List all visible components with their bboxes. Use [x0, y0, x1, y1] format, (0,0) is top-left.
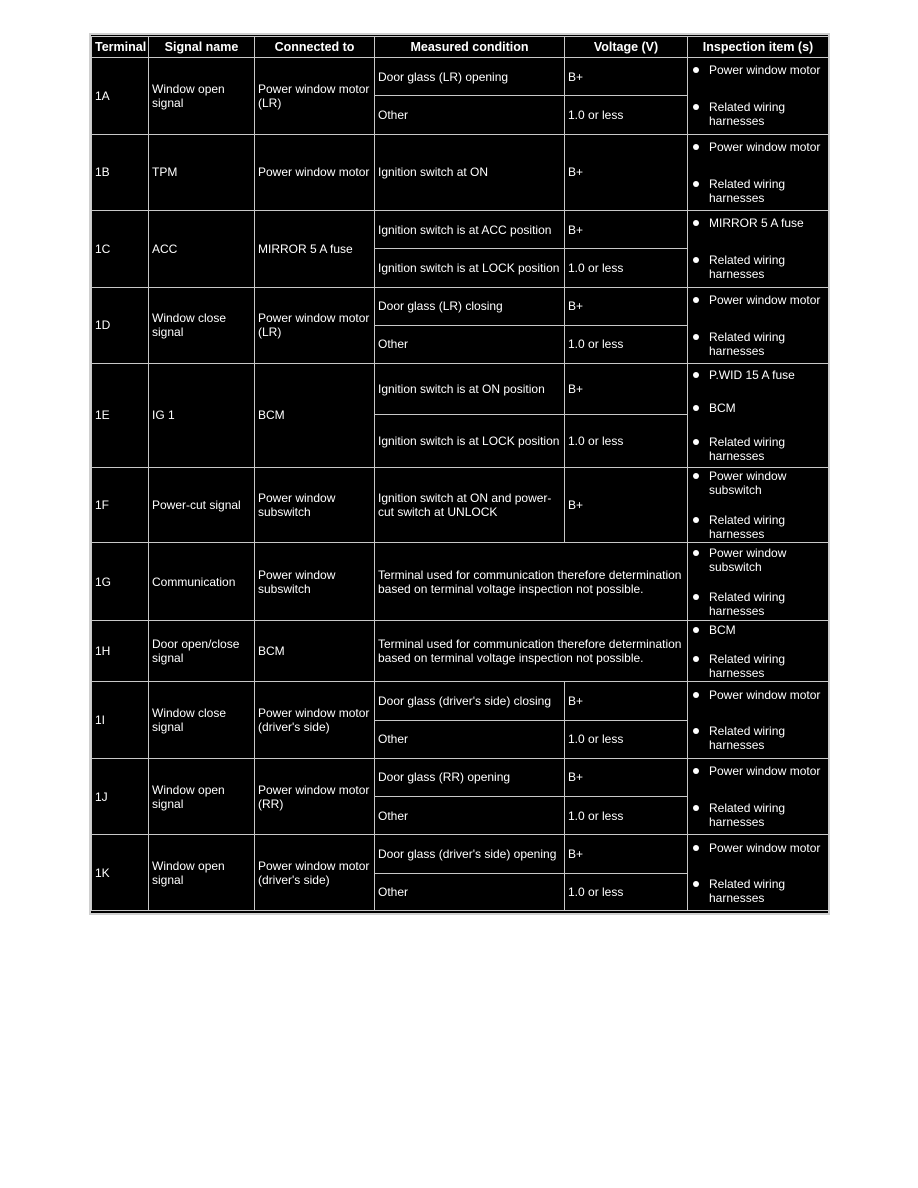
inspection-item-list: [691, 135, 825, 211]
bullet-icon: [693, 439, 699, 445]
connected-to-cell: Power window motor (RR): [255, 758, 375, 835]
inspection-item-label: Power window subswitch: [709, 469, 787, 498]
measured-condition-cell: Door glass (RR) opening: [375, 758, 565, 796]
connected-to-cell: Power window subswitch: [255, 543, 375, 621]
measured-condition-cell: Ignition switch is at ON position: [375, 364, 565, 415]
inspection-item-list: [691, 543, 825, 620]
voltage-cell: 1.0 or less: [565, 249, 688, 287]
bullet-icon: [693, 220, 699, 226]
inspection-item-label: Related wiring harnesses: [709, 512, 786, 541]
inspection-item-list: [691, 288, 825, 364]
measured-condition-cell: Ignition switch at ON: [375, 134, 565, 211]
voltage-cell: B+: [565, 758, 688, 796]
header-measured-condition: Measured condition: [375, 37, 565, 58]
bullet-icon: [693, 405, 699, 411]
inspection-item: [691, 216, 825, 230]
inspection-item-list: [691, 364, 825, 467]
inspection-item-label: Related wiring harnesses: [709, 329, 786, 358]
inspection-item-label: Related wiring harnesses: [709, 801, 786, 829]
inspection-item: [691, 469, 825, 497]
table-row: [92, 835, 829, 873]
bullet-icon: [693, 845, 699, 851]
inspection-item-label: Related wiring harnesses: [709, 651, 786, 680]
bullet-icon: [693, 805, 699, 811]
table-row: [92, 758, 829, 796]
inspection-item-label: Power window subswitch: [709, 545, 787, 574]
inspection-item-label: Related wiring harnesses: [709, 253, 786, 282]
connected-to-cell: Power window motor (driver's side): [255, 835, 375, 911]
inspection-item-label: BCM: [709, 622, 736, 637]
table-row: [92, 287, 829, 325]
terminal-cell: 1D: [92, 287, 149, 364]
signal-name-cell: IG 1: [149, 364, 255, 468]
signal-name-cell: Communication: [149, 543, 255, 621]
inspection-item-label: P.WID 15 A fuse: [709, 367, 795, 382]
inspection-items-cell: [688, 134, 829, 211]
terminal-cell: 1I: [92, 682, 149, 759]
inspection-item-list: [691, 58, 825, 134]
inspection-item: [691, 724, 825, 752]
bullet-icon: [693, 372, 699, 378]
connected-to-cell: BCM: [255, 364, 375, 468]
inspection-item: [691, 688, 825, 702]
bullet-icon: [693, 656, 699, 662]
inspection-item: [691, 63, 825, 77]
terminal-cell: 1A: [92, 58, 149, 135]
terminal-cell: 1C: [92, 211, 149, 288]
inspection-items-cell: [688, 835, 829, 911]
inspection-items-cell: [688, 211, 829, 288]
signal-name-cell: ACC: [149, 211, 255, 288]
inspection-item-label: Related wiring harnesses: [709, 876, 786, 905]
inspection-item-label: Related wiring harnesses: [709, 589, 786, 618]
inspection-item-label: Related wiring harnesses: [709, 176, 786, 205]
signal-name-cell: Door open/close signal: [149, 620, 255, 681]
bullet-icon: [693, 594, 699, 600]
inspection-item: [691, 435, 825, 463]
inspection-item-label: Power window motor: [709, 687, 821, 702]
terminal-cell: 1G: [92, 543, 149, 621]
inspection-item-list: [691, 682, 825, 758]
connected-to-cell: MIRROR 5 A fuse: [255, 211, 375, 288]
signal-name-cell: Power-cut signal: [149, 467, 255, 543]
voltage-cell: 1.0 or less: [565, 415, 688, 467]
inspection-item: [691, 513, 825, 541]
table-row: [92, 58, 829, 96]
bullet-icon: [693, 728, 699, 734]
header-signal-name: Signal name: [149, 37, 255, 58]
inspection-items-cell: [688, 58, 829, 135]
bullet-icon: [693, 473, 699, 479]
inspection-items-cell: [688, 758, 829, 835]
voltage-cell: B+: [565, 682, 688, 720]
table-row: [92, 543, 829, 621]
header-voltage: Voltage (V): [565, 37, 688, 58]
voltage-cell: B+: [565, 134, 688, 211]
inspection-item-label: Power window motor: [709, 764, 821, 779]
voltage-cell: B+: [565, 211, 688, 249]
inspection-item: [691, 590, 825, 618]
inspection-items-cell: [688, 682, 829, 759]
inspection-item-label: Power window motor: [709, 63, 821, 78]
inspection-item-label: Related wiring harnesses: [709, 100, 786, 129]
table-row: [92, 364, 829, 415]
measured-condition-cell: Door glass (LR) closing: [375, 287, 565, 325]
table-row: [92, 211, 829, 249]
inspection-items-cell: [688, 543, 829, 621]
bullet-icon: [693, 692, 699, 698]
table-row: [92, 682, 829, 720]
inspection-item-label: Power window motor: [709, 292, 821, 307]
inspection-item: [691, 623, 825, 637]
header-inspection-items: Inspection item (s): [688, 37, 829, 58]
voltage-cell: B+: [565, 287, 688, 325]
connected-to-cell: Power window subswitch: [255, 467, 375, 543]
connected-to-cell: BCM: [255, 620, 375, 681]
terminal-cell: 1K: [92, 835, 149, 911]
inspection-item-label: Power window motor: [709, 840, 821, 855]
measured-condition-cell: Other: [375, 325, 565, 363]
inspection-items-cell: [688, 287, 829, 364]
inspection-item: [691, 368, 825, 382]
measured-condition-cell: Door glass (driver's side) opening: [375, 835, 565, 873]
bullet-icon: [693, 334, 699, 340]
inspection-item: [691, 401, 825, 415]
inspection-item: [691, 293, 825, 307]
signal-name-cell: TPM: [149, 134, 255, 211]
signal-name-cell: Window open signal: [149, 835, 255, 911]
voltage-cell: B+: [565, 467, 688, 543]
inspection-items-cell: [688, 620, 829, 681]
inspection-item: [691, 841, 825, 855]
measured-condition-cell: Ignition switch is at LOCK position: [375, 249, 565, 287]
inspection-item: [691, 877, 825, 905]
inspection-item-list: [691, 759, 825, 835]
voltage-cell: 1.0 or less: [565, 797, 688, 835]
bullet-icon: [693, 768, 699, 774]
inspection-item-label: MIRROR 5 A fuse: [709, 216, 804, 231]
voltage-cell: 1.0 or less: [565, 325, 688, 363]
voltage-cell: 1.0 or less: [565, 720, 688, 758]
measured-condition-cell: Ignition switch is at ACC position: [375, 211, 565, 249]
inspection-item-label: Related wiring harnesses: [709, 435, 786, 464]
measured-condition-cell: Other: [375, 96, 565, 134]
voltage-cell: 1.0 or less: [565, 96, 688, 134]
inspection-item-list: [691, 835, 825, 910]
terminal-cell: 1J: [92, 758, 149, 835]
inspection-item: [691, 177, 825, 205]
terminal-cell: 1B: [92, 134, 149, 211]
inspection-item: [691, 546, 825, 574]
bullet-icon: [693, 881, 699, 887]
inspection-items-cell: [688, 364, 829, 468]
header-terminal: Terminal: [92, 37, 149, 58]
connected-to-cell: Power window motor (driver's side): [255, 682, 375, 759]
terminal-cell: 1H: [92, 620, 149, 681]
inspection-item: [691, 253, 825, 281]
bullet-icon: [693, 627, 699, 633]
connected-to-cell: Power window motor: [255, 134, 375, 211]
inspection-item-label: Related wiring harnesses: [709, 724, 786, 753]
voltage-cell: B+: [565, 364, 688, 415]
table-row: [92, 620, 829, 681]
table-body: [92, 58, 829, 911]
bullet-icon: [693, 550, 699, 556]
merged-condition-cell: Terminal used for communication therefore determination based on terminal voltage inspection not possible.: [375, 620, 688, 681]
measured-condition-cell: Other: [375, 720, 565, 758]
bullet-icon: [693, 257, 699, 263]
terminal-inspection-table: [91, 36, 829, 911]
header-connected-to: Connected to: [255, 37, 375, 58]
bullet-icon: [693, 104, 699, 110]
inspection-item: [691, 140, 825, 154]
table-row: [92, 467, 829, 543]
bullet-icon: [693, 297, 699, 303]
inspection-item: [691, 652, 825, 680]
signal-name-cell: Window close signal: [149, 682, 255, 759]
inspection-item-label: BCM: [709, 401, 736, 416]
inspection-item: [691, 330, 825, 358]
signal-name-cell: Window open signal: [149, 758, 255, 835]
connected-to-cell: Power window motor (LR): [255, 58, 375, 135]
bullet-icon: [693, 67, 699, 73]
signal-name-cell: Window open signal: [149, 58, 255, 135]
inspection-item: [691, 764, 825, 778]
measured-condition-cell: Ignition switch is at LOCK position: [375, 415, 565, 467]
voltage-cell: B+: [565, 58, 688, 96]
connected-to-cell: Power window motor (LR): [255, 287, 375, 364]
bullet-icon: [693, 144, 699, 150]
inspection-item-list: [691, 211, 825, 287]
merged-condition-cell: Terminal used for communication therefore determination based on terminal voltage inspection not possible.: [375, 543, 688, 621]
measured-condition-cell: Door glass (LR) opening: [375, 58, 565, 96]
terminal-cell: 1F: [92, 467, 149, 543]
bullet-icon: [693, 181, 699, 187]
inspection-item: [691, 801, 825, 829]
header-row: [92, 37, 829, 58]
table-row: [92, 134, 829, 211]
inspection-items-cell: [688, 467, 829, 543]
voltage-cell: 1.0 or less: [565, 873, 688, 910]
inspection-item-list: [691, 621, 825, 681]
measured-condition-cell: Other: [375, 797, 565, 835]
signal-name-cell: Window close signal: [149, 287, 255, 364]
measured-condition-cell: Door glass (driver's side) closing: [375, 682, 565, 720]
measured-condition-cell: Ignition switch at ON and power-cut switch at UNLOCK: [375, 467, 565, 543]
bullet-icon: [693, 517, 699, 523]
inspection-item: [691, 100, 825, 128]
inspection-item-list: [691, 468, 825, 543]
terminal-cell: 1E: [92, 364, 149, 468]
measured-condition-cell: Other: [375, 873, 565, 910]
inspection-item-label: Power window motor: [709, 139, 821, 154]
voltage-cell: B+: [565, 835, 688, 873]
